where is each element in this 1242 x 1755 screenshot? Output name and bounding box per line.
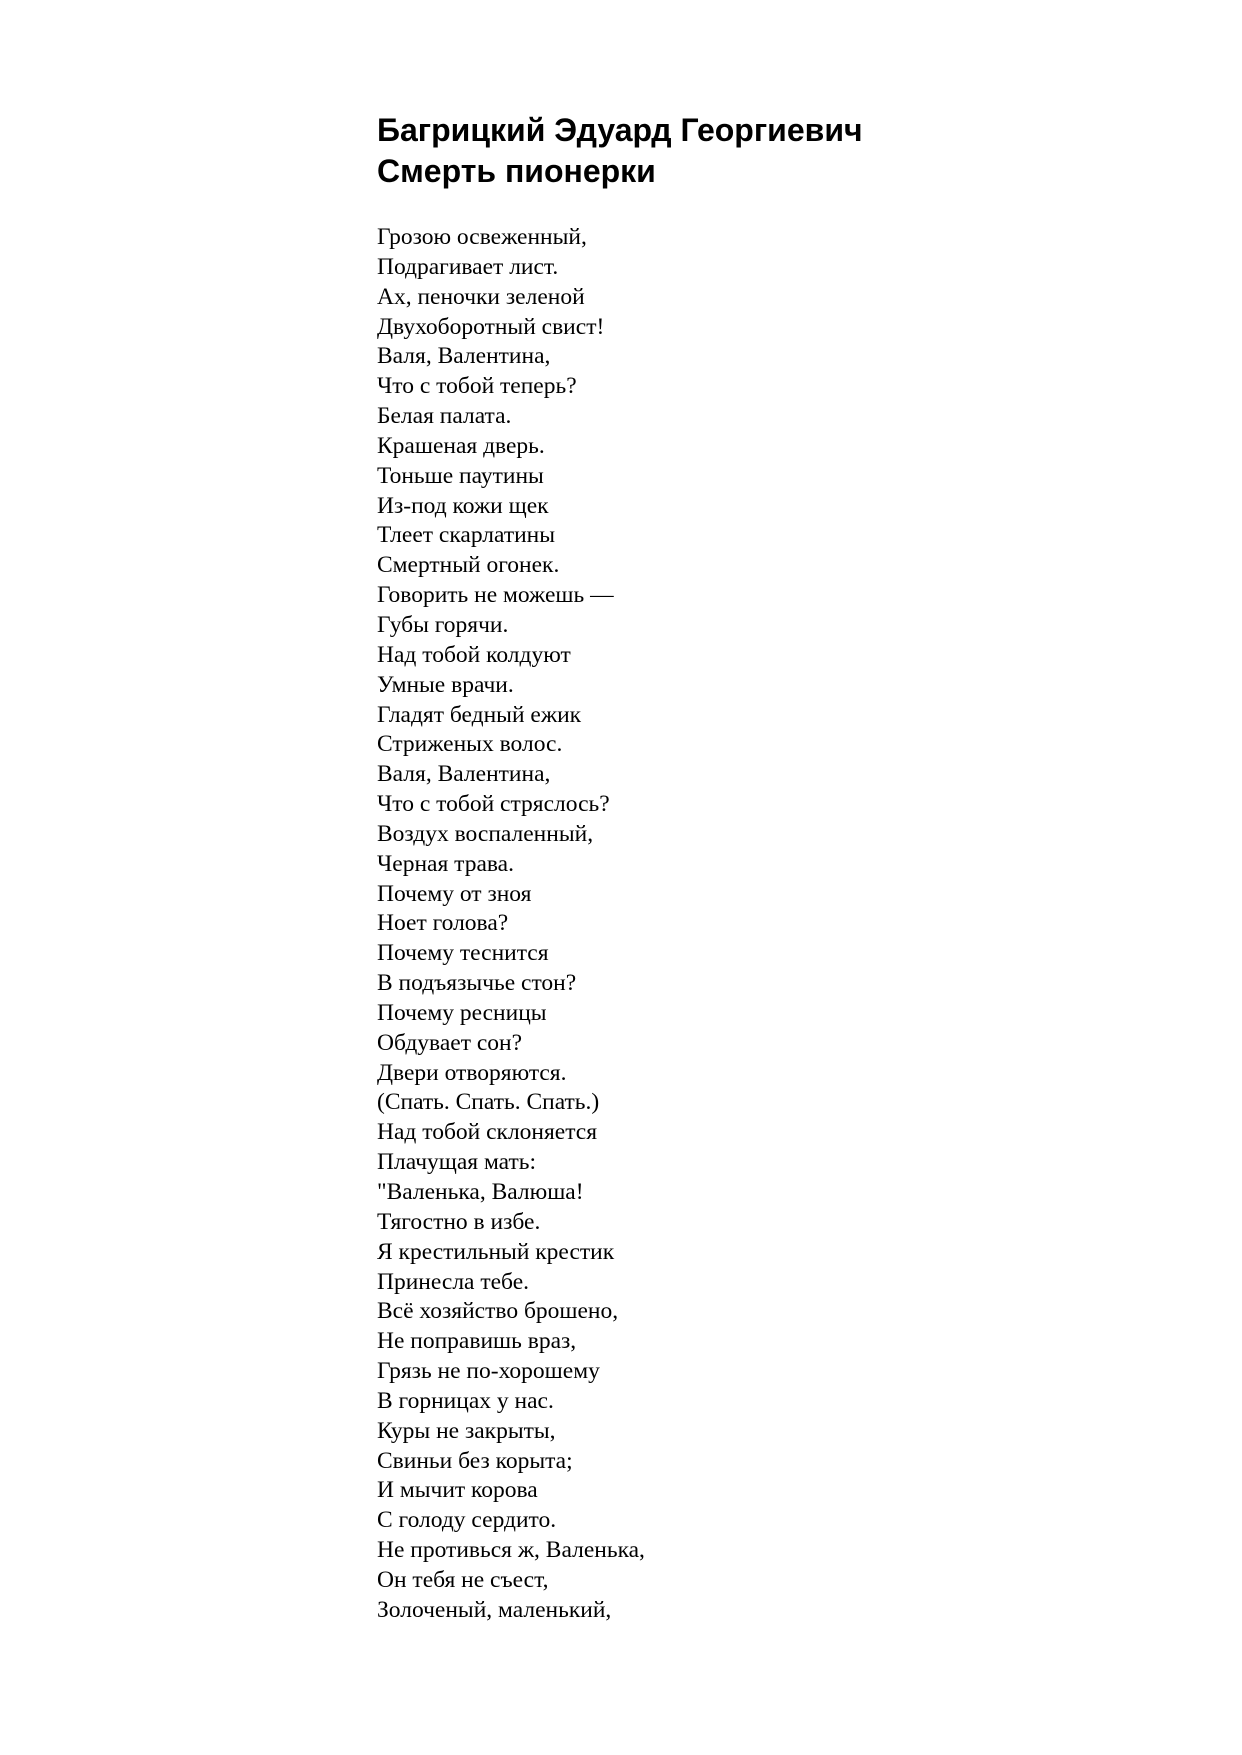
poem-line: Тоньше паутины (377, 462, 544, 489)
poem-line: Подрагивает лист. (377, 253, 559, 280)
poem-line: (Спать. Спать. Спать.) (377, 1089, 600, 1116)
author-heading: Багрицкий Эдуард Георгиевич (377, 112, 863, 148)
poem-line: Свиньи без корыта; (377, 1447, 573, 1474)
poem-line: Не поправишь враз, (377, 1328, 577, 1355)
poem-line: Стриженых волос. (377, 731, 563, 758)
poem-line: Воздух воспаленный, (377, 820, 594, 847)
poem-line: Обдувает сон? (377, 1029, 523, 1056)
poem-line: Почему ресницы (377, 999, 547, 1026)
poem-line: Тягостно в избе. (377, 1208, 541, 1235)
poem-line: Черная трава. (377, 850, 514, 877)
poem-line: Куры не закрыты, (377, 1417, 556, 1444)
poem-line: Говорить не можешь — (377, 582, 614, 609)
poem-line: Двухоборотный свист! (377, 313, 605, 340)
poem-line: Смертный огонек. (377, 552, 560, 579)
poem-line: В подъязычье стон? (377, 970, 577, 997)
poem-line: Белая палата. (377, 403, 512, 430)
poem-line: Что с тобой стряслось? (377, 791, 610, 818)
poem-line: Всё хозяйство брошено, (377, 1298, 619, 1325)
poem-line: Почему теснится (377, 940, 549, 967)
poem-line: Принесла тебе. (377, 1268, 530, 1295)
poem-line: "Валенька, Валюша! (377, 1179, 584, 1205)
poem-line: Почему от зноя (377, 880, 532, 907)
poem-line: Плачущая мать: (377, 1149, 537, 1176)
poem-line: Двери отворяются. (377, 1059, 567, 1086)
poem-line: Гладят бедный ежик (377, 701, 582, 728)
poem-line: С голоду сердито. (377, 1507, 557, 1534)
poem-line: Губы горячи. (377, 611, 509, 638)
poem-line: Крашеная дверь. (377, 432, 545, 459)
poem-line: Он тебя не съест, (377, 1566, 549, 1593)
poem-line: Грязь не по-хорошему (377, 1358, 600, 1385)
poem-line: В горницах у нас. (377, 1387, 554, 1414)
poem-line: Не противься ж, Валенька, (377, 1537, 645, 1564)
poem-line: Над тобой колдуют (377, 641, 571, 668)
document-header (377, 110, 1137, 192)
poem-line: Ах, пеночки зеленой (377, 283, 585, 310)
poem-line: И мычит корова (377, 1477, 538, 1504)
poem-line: Тлеет скарлатины (377, 522, 556, 549)
poem-line: Что с тобой теперь? (377, 373, 577, 400)
poem-line: Умные врачи. (377, 671, 514, 698)
poem-body (377, 223, 1137, 1626)
poem-line: Я крестильный крестик (377, 1238, 615, 1265)
poem-line: Золоченый, маленький, (377, 1596, 612, 1623)
poem-line: Над тобой склоняется (377, 1119, 598, 1146)
poem-line: Из-под кожи щек (377, 492, 549, 519)
poem-line: Ноет голова? (377, 910, 509, 937)
poem-line: Грозою освеженный, (377, 224, 587, 250)
poem-line: Валя, Валентина, (377, 343, 551, 370)
poem-title: Смерть пионерки (377, 153, 656, 189)
poem-line: Валя, Валентина, (377, 761, 551, 788)
